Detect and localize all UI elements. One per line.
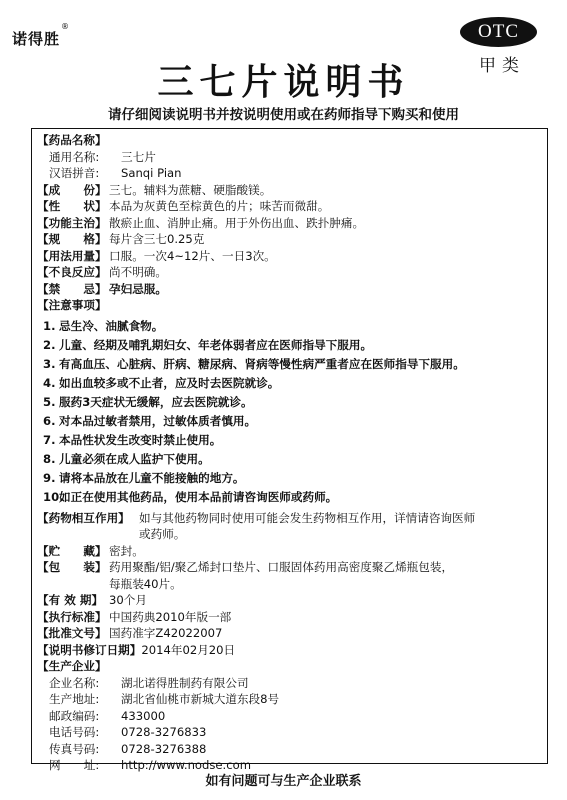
precaution-text: 儿童必须在成人监护下使用。 [59,451,210,466]
drug-class-label: 甲类 [479,56,525,76]
pinyin-name-row: 汉语拼音: Sanqi Pian [49,166,182,180]
precaution-number: 7. [43,432,56,447]
ingredients-row: 【成 份】 三七。辅料为蔗糖、硬脂酸镁。 [37,182,272,197]
leaflet-body [37,132,542,774]
contraindications-row: 【禁 忌】 孕妇忌服。 [37,281,167,296]
brand-name: 诺得胜 [12,30,61,48]
company-row: 企业名称: 湖北诺得胜制药有限公司 [49,675,249,690]
precautions-header: 【注意事项】 [37,298,107,312]
specification-row: 【规 格】 每片含三七0.25克 [37,232,205,246]
interactions-row-cont: 或药师。 [139,527,186,541]
precaution-item [37,355,542,374]
package-row: 【包 装】 药用聚酯/铝/聚乙烯封口垫片、口服固体药用高密度聚乙烯瓶包装， [37,560,454,574]
footer-note: 如有问题可与生产企业联系 [205,774,362,789]
precaution-number: 2. [43,337,56,352]
website-row: 网 址: http://www.nodse.com [49,758,252,772]
dosage-row: 【用法用量】 口服。一次4~12片、一日3次。 [37,248,276,263]
drug-name-header: 【药品名称】 [37,133,107,147]
precaution-number: 3. [43,356,56,371]
precaution-number: 9. [43,470,56,485]
precaution-item [37,469,542,488]
precaution-item [37,431,542,450]
interactions-row: 【药物相互作用】 如与其他药物同时使用可能会发生药物相互作用，详情请咨询医师 [37,510,476,525]
character-row: 【性 状】 本品为灰黄色至棕黄色的片；味苦而微甜。 [37,199,330,213]
precaution-text: 如出血较多或不止者，应及时去医院就诊。 [59,375,280,390]
storage-row: 【贮 藏】 密封。 [37,543,144,558]
registered-mark: ® [61,22,71,31]
package-row-cont: 每瓶装40片。 [109,576,182,591]
precaution-text: 服药3天症状无缓解，应去医院就诊。 [59,394,253,409]
manufacturer-header: 【生产企业】 [37,659,107,673]
precaution-text: 有高血压、心脏病、肝病、糖尿病、肾病等慢性病严重者应在医师指导下服用。 [59,356,465,371]
precaution-item [37,336,542,355]
fax-row: 传真号码: 0728-3276388 [49,741,207,756]
precaution-number: 10. [43,489,64,504]
website-link[interactable]: http://www.nodse.com [121,758,252,772]
postcode-row: 邮政编码: 433000 [49,708,166,723]
precaution-number: 4. [43,375,56,390]
document-subtitle: 请仔细阅读说明书并按说明使用或在药师指导下购买和使用 [108,107,459,123]
validity-row: 【有 效 期】 30个月 [37,593,147,607]
document-title: 三七片说明书 [157,62,410,103]
generic-name-row: 通用名称: 三七片 [49,149,156,164]
precaution-item [37,393,542,412]
adverse-reactions-row: 【不良反应】 尚不明确。 [37,265,167,279]
precaution-text: 忌生冷、油腻食物。 [59,318,164,333]
precaution-number: 8. [43,451,56,466]
precaution-number: 6. [43,413,56,428]
precautions-list [37,317,542,507]
otc-badge: OTC [460,17,537,47]
approval-row: 【批准文号】 国药准字Z42022007 [37,626,223,640]
indications-row: 【功能主治】 散瘀止血、消肿止痛。用于外伤出血、跌扑肿痛。 [37,215,365,230]
precaution-text: 儿童、经期及哺乳期妇女、年老体弱者应在医师指导下服用。 [59,337,373,352]
brand-logo [12,22,71,49]
phone-row: 电话号码: 0728-3276833 [49,725,207,739]
precaution-text: 请将本品放在儿童不能接触的地方。 [59,470,245,485]
precaution-text: 如正在使用其他药品，使用本品前请咨询医师或药师。 [59,489,338,504]
precaution-number: 5. [43,394,56,409]
precaution-item [37,374,542,393]
precaution-number: 1. [43,318,56,333]
precaution-text: 本品性状发生改变时禁止使用。 [59,432,222,447]
precaution-item [37,412,542,431]
precaution-text: 对本品过敏者禁用，过敏体质者慎用。 [59,413,257,428]
address-row: 生产地址: 湖北省仙桃市新城大道东段8号 [49,692,280,706]
precaution-item [37,450,542,469]
revision-date-row: 【说明书修订日期】 2014年02月20日 [37,642,236,657]
precaution-item [37,488,542,507]
standard-row: 【执行标准】 中国药典2010年版一部 [37,609,232,624]
precaution-item [37,317,542,336]
